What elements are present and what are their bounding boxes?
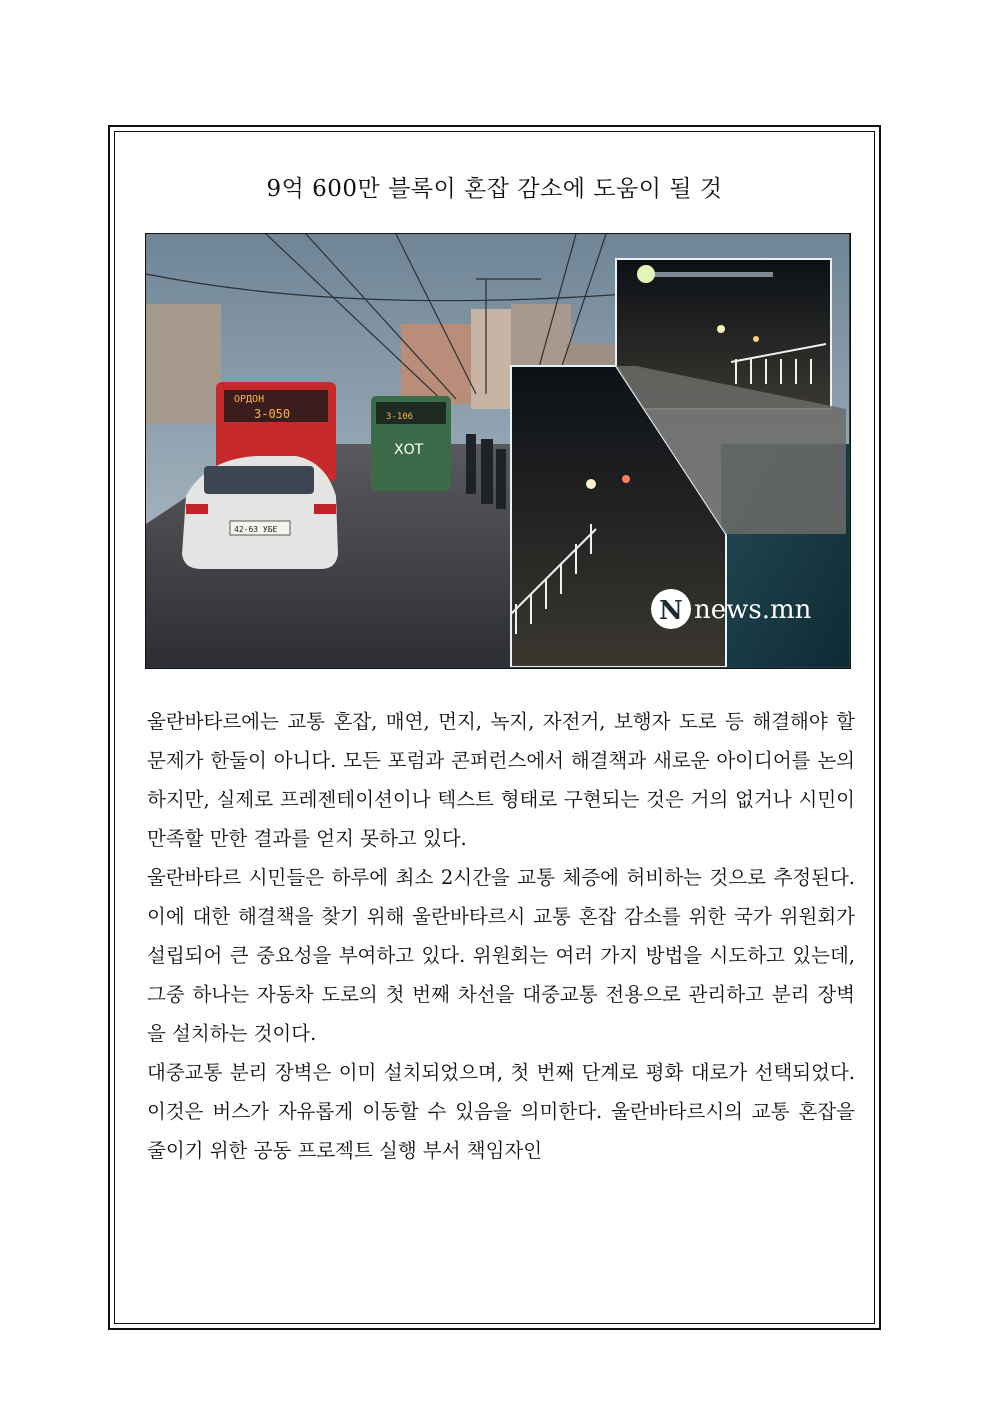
article-body [147,702,855,1170]
news-logo [651,589,812,629]
svg-text:3-050: 3-050 [254,407,291,421]
green-bus [371,396,451,491]
page-border-inner [114,131,875,1324]
svg-text:ОРДОН: ОРДОН [234,394,265,405]
paragraph: 울란바타르 시민들은 하루에 최소 2시간을 교통 체증에 허비하는 것으로 추정된다. 이에 대한 해결책을 찾기 위해 울란바타르시 교통 혼잡 감소를 위한 국가 위원회가 설립되어 큰 중요성을 부여하고 있다. 위원회는 여러 가지 방법을 시도하고 있는데, 그중 하나는 자동차 도로의 첫 번째 차선을 대중교통 전용으로 관리하고 분리 장벽을 설치하는 것이다. [147,866,855,1045]
paragraph: 대중교통 분리 장벽은 이미 설치되었으며, 첫 번째 단계로 평화 대로가 선택되었다. 이것은 버스가 자유롭게 이동할 수 있음을 의미한다. 울란바타르시의 교통 혼잡을 줄이기 위한 공동 프로젝트 실행 부서 책임자인 [147,1061,855,1162]
white-car [182,456,338,569]
svg-text:3-106: 3-106 [386,412,414,422]
svg-text:news.mn: news.mn [694,595,812,625]
svg-text:N: N [659,596,683,626]
svg-text:42-63 УБЕ: 42-63 УБЕ [234,525,278,534]
article-photo [145,233,851,669]
svg-text:ХОТ: ХОТ [394,442,424,458]
article-title: 9억 600만 블록이 혼잡 감소에 도움이 될 것 [266,176,723,202]
paragraph: 울란바타르에는 교통 혼잡, 매연, 먼지, 녹지, 자전거, 보행자 도로 등 해결해야 할 문제가 한둘이 아니다. 모든 포럼과 콘퍼런스에서 해결책과 새로운 아이디어를 논의하지만, 실제로 프레젠테이션이나 텍스트 형태로 구현되는 것은 거의 없거나 시민이 만족할 만한 결과를 얻지 못하고 있다. [147,710,855,850]
page-border [108,125,881,1330]
